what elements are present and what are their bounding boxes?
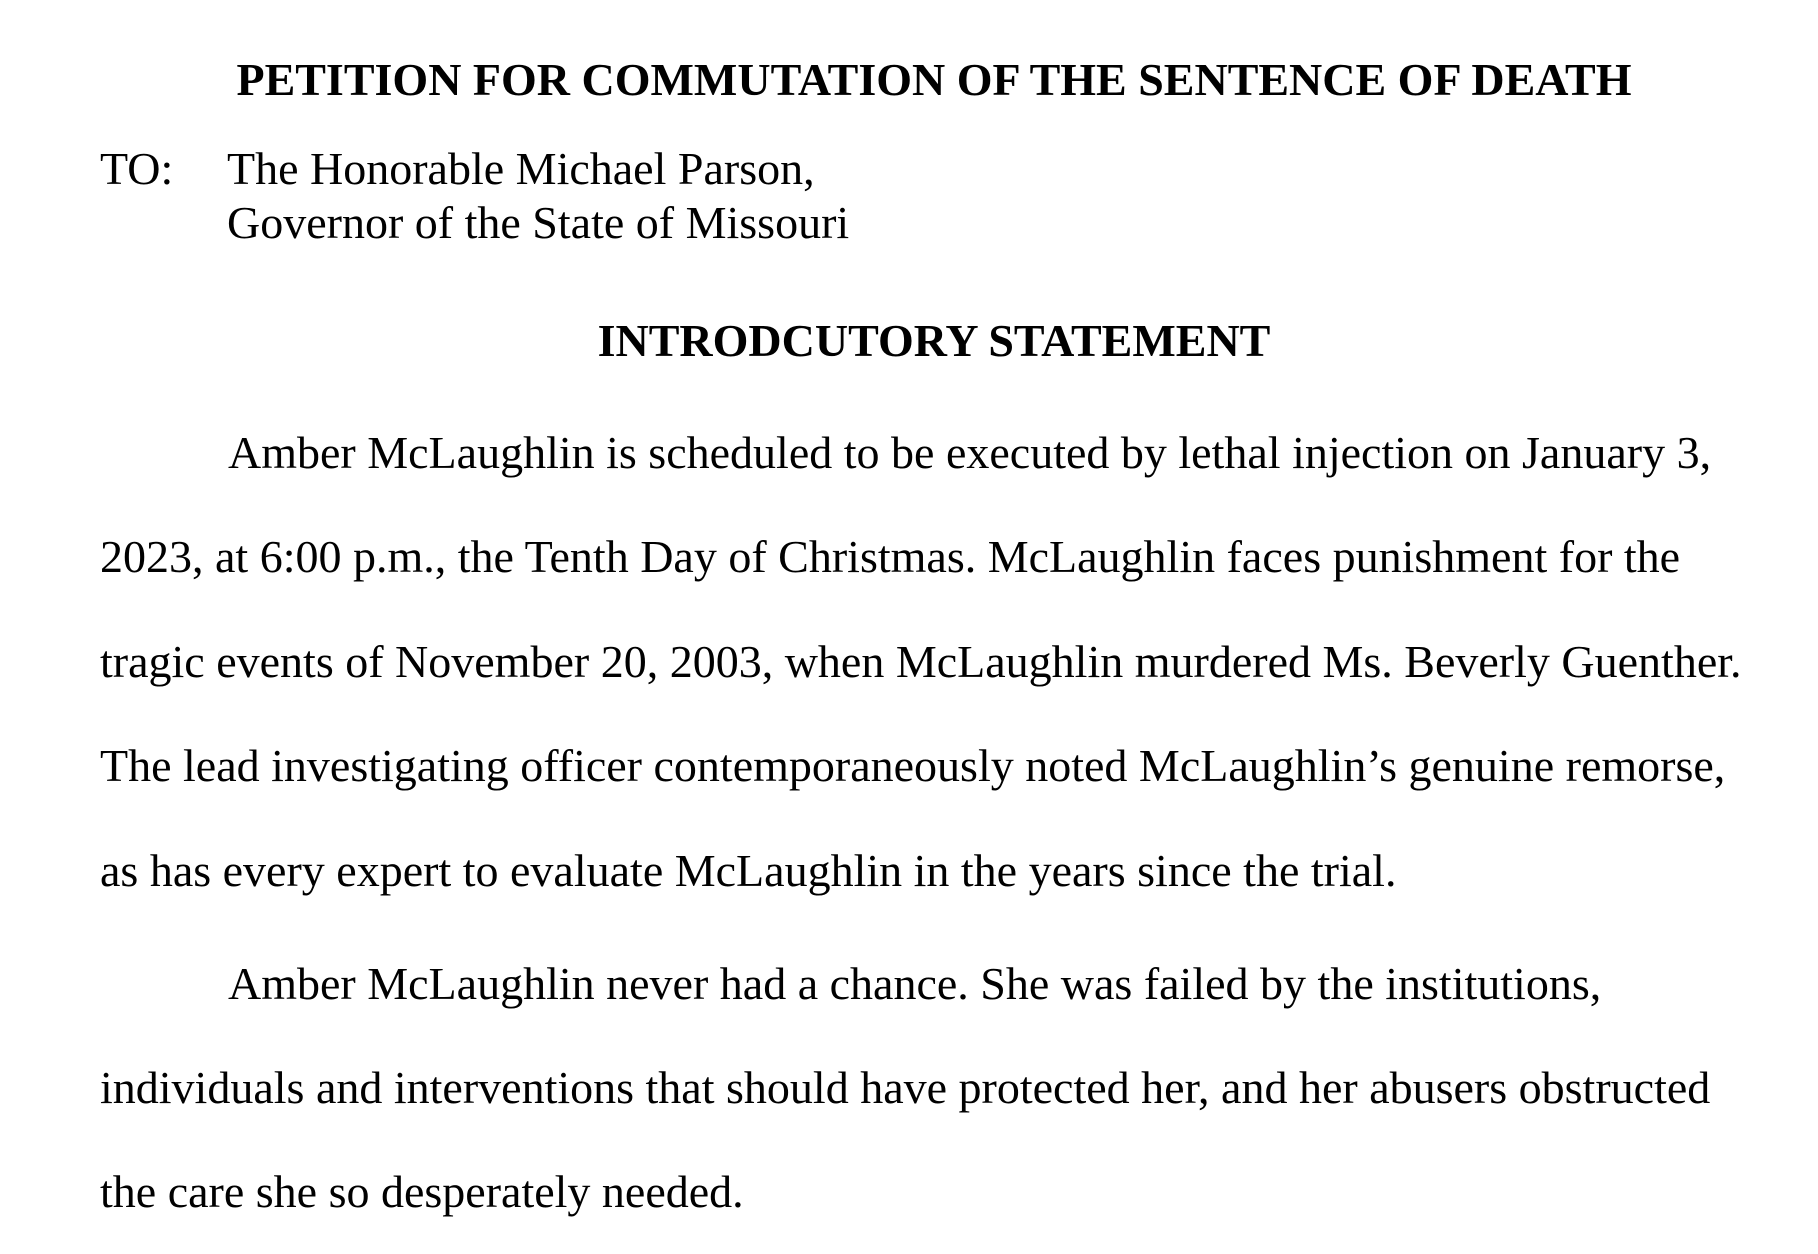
addressee-label: TO: [100,143,174,194]
section-heading: INTRODCUTORY STATEMENT [597,315,1271,366]
paragraph-line: Amber McLaughlin never had a chance. She was failed by the institutions, [228,958,1602,1009]
document-title: PETITION FOR COMMUTATION OF THE SENTENCE OF DEATH [236,54,1632,105]
paragraph-line: tragic events of November 20, 2003, when McLaughlin murdered Ms. Beverly Guenther. [100,636,1742,687]
paragraph-line: Amber McLaughlin is scheduled to be executed by lethal injection on January 3, [228,427,1712,478]
addressee-line: The Honorable Michael Parson, [227,143,815,194]
paragraph-line: individuals and interventions that should have protected her, and her abusers obstructed [100,1062,1711,1113]
paragraph-line: as has every expert to evaluate McLaughlin in the years since the trial. [100,845,1397,896]
addressee-lines [227,142,849,250]
paragraph-line: the care she so desperately needed. [100,1166,744,1217]
paragraph-line: 2023, at 6:00 p.m., the Tenth Day of Christmas. McLaughlin faces punishment for the [100,531,1681,582]
paragraph-line: The lead investigating officer contemporaneously noted McLaughlin’s genuine remorse, [100,740,1726,791]
addressee-line: Governor of the State of Missouri [227,197,850,248]
